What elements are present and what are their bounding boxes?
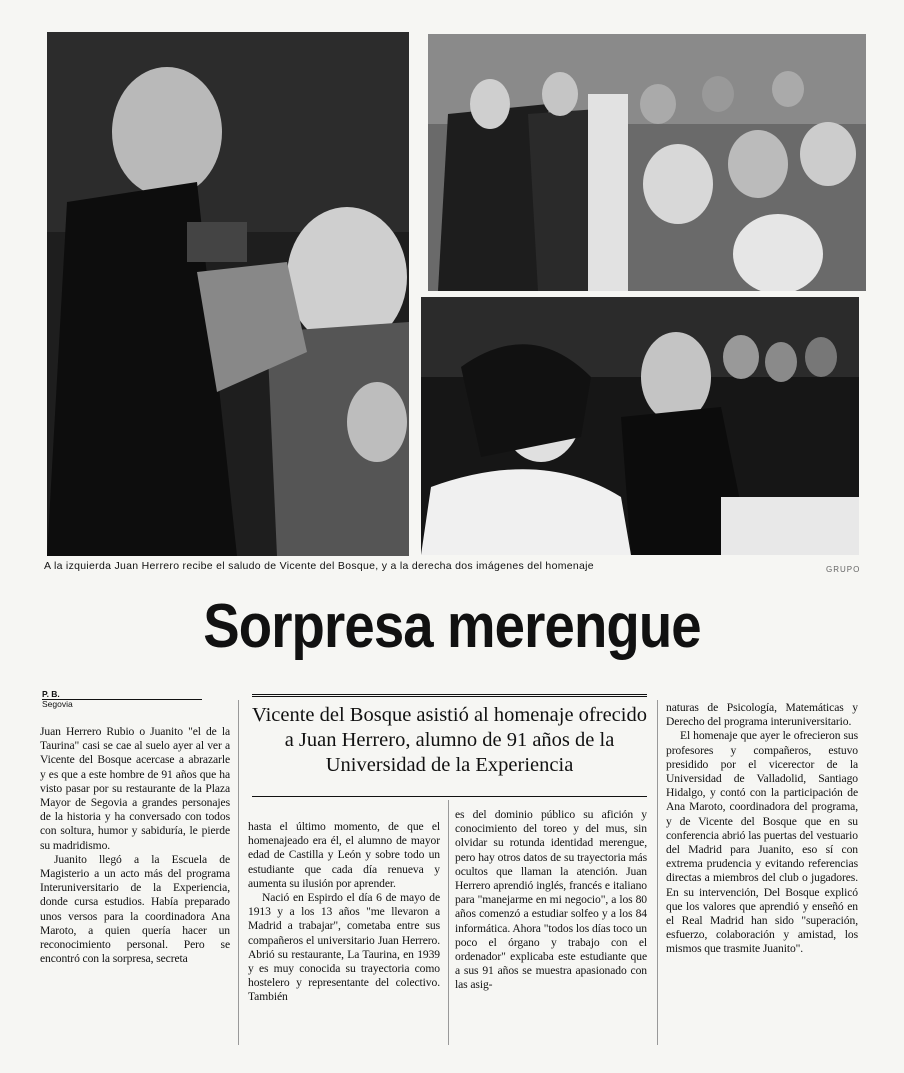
byline-location: Segovia	[42, 699, 73, 709]
photo-embrace	[47, 32, 409, 556]
paragraph: es del dominio público su afición y conocimiento del toreo y del mus, sin olvidar su rotunda identidad merengue, pero hay otros datos de su trayectoria más ocultos que llaman la atención. Juan Herrero aprendió inglés, francés e italiano para "manejarme en mi negocio", a los 80 años comenzó a estudiar solfeo y a los 84 informática. Ahora "todos los días toco un poco el órgano y trabajo con el ordenador" explicaba este estudiante que a sus 91 años se muestra apasionado con las asig-	[455, 808, 647, 992]
paragraph: Nació en Espirdo el día 6 de mayo de 1913 y a los 13 años "me llevaron a Madrid a trabajar", cometaba entre sus compañeros el universitario Juan Herrero. Abrió su restaurante, La Taurina, en 1939 y es muy conocida su trayectoria como hostelero y representante del colectivo. También	[248, 891, 440, 1004]
paragraph: Juanito llegó a la Escuela de Magisterio a un acto más del programa Interuniversitario de la Experiencia, donde cursa estudios. Había preparado unos versos para la coordinadora Ana Maroto, a quien quería hacer un reconocimiento personal. Pero se encontró con la sorpresa, secreta	[40, 852, 230, 966]
column-divider	[448, 800, 449, 1045]
article-column-2	[248, 820, 440, 1005]
subheadline-rule	[252, 796, 647, 797]
article-column-3	[455, 808, 647, 993]
photo-conference	[421, 297, 859, 555]
photo-audience	[428, 34, 866, 291]
photo-credit: GRUPO	[826, 565, 861, 574]
article-column-4	[666, 701, 858, 957]
paragraph: naturas de Psicología, Matemáticas y Derecho del programa interuniversitario.	[666, 701, 858, 729]
column-divider	[657, 700, 658, 1045]
article-column-1	[40, 725, 230, 966]
byline-author: P. B.	[42, 690, 202, 700]
headline: Sorpresa merengue	[203, 592, 701, 661]
paragraph: Juan Herrero Rubio o Juanito "el de la Taurina" casi se cae al suelo ayer al ver a Vicente del Bosque acercase a abrazarle y es que a este hombre de 91 años que ha visto pasar por su restaurante de la Plaza Mayor de Segovia a grandes personajes de la historia y ha conversado con todos con soltura, humor y sabiduría, le pierde su madridismo.	[40, 725, 230, 852]
column-divider	[238, 700, 239, 1045]
photo-caption: A la izquierda Juan Herrero recibe el saludo de Vicente del Bosque, y a la derecha dos imágenes del homenaje	[44, 560, 594, 572]
paragraph: hasta el último momento, de que el homenajeado era él, el alumno de mayor edad de Castilla y León y sobre todo un estudiante que cada día renueva y aumenta su ilusión por aprender.	[248, 820, 440, 890]
byline	[42, 690, 222, 709]
subheadline: Vicente del Bosque asistió al homenaje ofrecido a Juan Herrero, alumno de 91 años de la Universidad de la Experiencia	[252, 694, 647, 778]
paragraph: El homenaje que ayer le ofrecieron sus profesores y compañeros, estuvo presidido por el vicerector de la Universidad de Valladolid, Santiago Hidalgo, y contó con la participación de Ana Maroto, coordinadora del programa, y de Vicente del Bosque que en su conferencia abrió las puertas del vestuario del Madrid para Juanito, eso sí con extrema prudencia y evitando referencias directas a miembros del club o jugadores. En su intervención, Del Bosque explicó que los valores que aprendió y enseñó en el Real Madrid han sido "superación, esfuerzo, colaboración y amistad, los mismos que trasmite Juanito".	[666, 729, 858, 956]
